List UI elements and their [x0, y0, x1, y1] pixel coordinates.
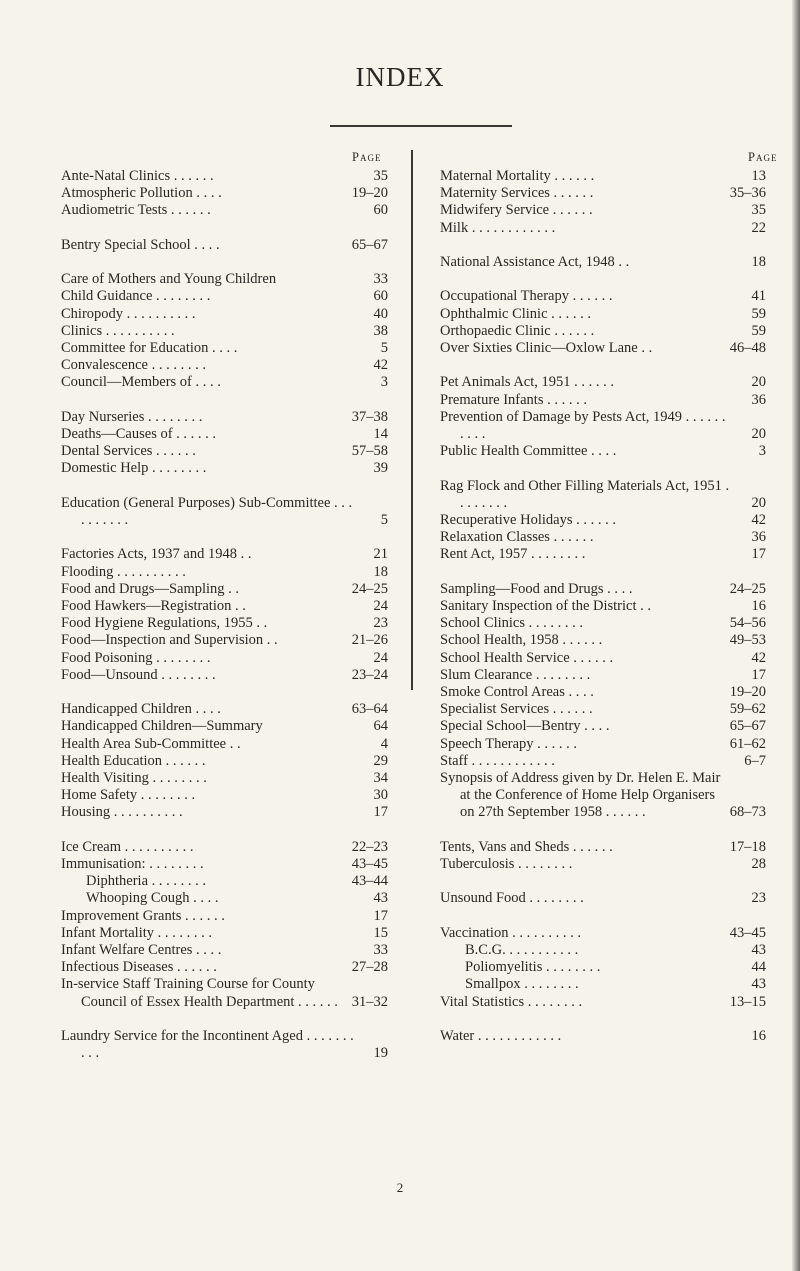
entry-title: Council—Members of . . . . — [61, 374, 221, 391]
entry-page: 20 — [751, 374, 766, 391]
entry-page: 20 — [751, 494, 766, 511]
entry-page: 33 — [373, 942, 388, 959]
entry-title: Unsound Food . . . . . . . . — [440, 890, 584, 907]
entry-page: 42 — [751, 649, 766, 666]
entry-page: 35 — [751, 202, 766, 219]
entry-title: School Health Service . . . . . . — [440, 649, 614, 666]
spacer — [440, 908, 766, 925]
entry-title: Smoke Control Areas . . . . — [440, 684, 594, 701]
index-entry — [61, 357, 388, 374]
entry-title: Sampling—Food and Drugs . . . . — [440, 580, 633, 597]
entry-title: Ice Cream . . . . . . . . . . — [61, 838, 194, 855]
index-entry — [61, 443, 388, 460]
entry-page: 18 — [373, 563, 388, 580]
entry-title: Handicapped Children—Summary — [61, 718, 263, 735]
index-entry — [61, 856, 388, 873]
index-entry — [440, 340, 766, 357]
entry-title: Synopsis of Address given by Dr. Helen E. Mair at the Conference of Home Help Organisers on 27th September 1958 . . . . . . — [440, 770, 721, 821]
entry-page: 30 — [373, 787, 388, 804]
index-entry — [61, 787, 388, 804]
index-entry — [440, 718, 766, 735]
entry-page: 39 — [373, 460, 388, 477]
entry-page: 14 — [373, 426, 388, 442]
entry-page: 24 — [373, 598, 388, 614]
page-edge-shadow — [792, 0, 800, 1271]
spacer — [440, 357, 766, 374]
entry-page: 44 — [751, 959, 766, 976]
entry-title: Immunisation: . . . . . . . . — [61, 856, 204, 873]
index-entry — [61, 340, 388, 357]
entry-title: Health Education . . . . . . — [61, 752, 206, 769]
entry-title: Committee for Education . . . . — [61, 340, 238, 356]
entry-title: Improvement Grants . . . . . . — [61, 907, 225, 924]
index-entry — [440, 443, 766, 460]
entry-title: Smallpox . . . . . . . . — [465, 976, 579, 993]
index-subentry — [61, 873, 388, 890]
entry-page: 43–45 — [729, 924, 766, 941]
index-entry — [440, 254, 766, 271]
entry-page: 5 — [380, 512, 388, 528]
index-entry — [61, 409, 388, 426]
index-entry — [440, 650, 766, 667]
page-title: INDEX — [355, 62, 445, 92]
entry-page: 17 — [373, 907, 388, 924]
title-rule — [330, 125, 512, 127]
index-entry — [61, 426, 388, 443]
index-entry — [440, 185, 766, 202]
entry-title: Over Sixties Clinic—Oxlow Lane . . — [440, 340, 653, 356]
entry-title: Staff . . . . . . . . . . . . — [440, 752, 555, 769]
entry-page: 33 — [373, 271, 388, 288]
entry-title: Infant Welfare Centres . . . . — [61, 942, 222, 959]
entry-page: 16 — [751, 598, 766, 614]
index-entry — [61, 546, 388, 563]
page-number: 2 — [396, 1180, 404, 1195]
entry-title: Prevention of Damage by Pests Act, 1949 . . . . . . . . . . — [440, 408, 726, 442]
entry-page: 34 — [373, 770, 388, 787]
entry-title: Pet Animals Act, 1951 . . . . . . — [440, 374, 614, 391]
entry-page: 20 — [751, 426, 766, 442]
entry-title: Special School—Bentry . . . . — [440, 718, 610, 735]
entry-page: 13 — [751, 168, 766, 184]
entry-title: Day Nurseries . . . . . . . . — [61, 408, 203, 425]
spacer — [440, 460, 766, 477]
entry-page: 61–62 — [729, 735, 766, 752]
entry-page: 23 — [373, 615, 388, 632]
entry-title: Vaccination . . . . . . . . . . — [440, 924, 581, 941]
entry-title: Specialist Services . . . . . . — [440, 701, 593, 718]
index-entry — [440, 202, 766, 219]
entry-title: B.C.G. . . . . . . . . . . — [465, 942, 579, 959]
entry-title: Health Visiting . . . . . . . . — [61, 770, 207, 787]
index-entry — [61, 718, 388, 735]
index-entry — [440, 512, 766, 529]
index-entry — [61, 598, 388, 615]
entry-title: Factories Acts, 1937 and 1948 . . — [61, 546, 252, 563]
entry-title: Vital Statistics . . . . . . . . — [440, 993, 583, 1010]
entry-page: 36 — [751, 529, 766, 546]
spacer — [440, 822, 766, 839]
entry-title: Infectious Diseases . . . . . . — [61, 959, 217, 976]
index-entry — [440, 409, 766, 443]
entry-title: Recuperative Holidays . . . . . . — [440, 512, 616, 528]
entry-page: 43–44 — [351, 873, 388, 890]
entry-page: 17 — [373, 804, 388, 821]
entry-page: 21 — [373, 546, 388, 563]
index-entry — [61, 753, 388, 770]
entry-page: 27–28 — [351, 959, 388, 976]
entry-title: Atmospheric Pollution . . . . — [61, 185, 222, 202]
entry-title: Public Health Committee . . . . — [440, 443, 617, 460]
entry-title: Food and Drugs—Sampling . . — [61, 580, 240, 597]
index-entry — [440, 323, 766, 340]
index-entry — [61, 495, 388, 529]
entry-title: Child Guidance . . . . . . . . — [61, 288, 211, 305]
entry-page: 43 — [373, 890, 388, 907]
index-entry — [440, 546, 766, 563]
entry-page: 19–20 — [729, 684, 766, 701]
index-column-left — [61, 168, 388, 1062]
index-entry — [440, 392, 766, 409]
index-entry — [440, 306, 766, 323]
entry-page: 59 — [751, 305, 766, 322]
entry-page: 41 — [751, 288, 766, 305]
entry-page: 68–73 — [729, 804, 766, 821]
index-entry — [61, 323, 388, 340]
entry-page: 17 — [751, 666, 766, 683]
index-entry — [61, 460, 388, 477]
entry-title: Orthopaedic Clinic . . . . . . — [440, 322, 595, 339]
index-entry — [440, 598, 766, 615]
index-entry — [440, 667, 766, 684]
entry-page: 42 — [751, 512, 766, 528]
index-entry — [61, 667, 388, 684]
entry-page: 57–58 — [351, 443, 388, 460]
index-subentry — [440, 976, 766, 993]
entry-page: 22 — [751, 219, 766, 236]
entry-page: 6–7 — [744, 752, 766, 769]
entry-page: 65–67 — [729, 718, 766, 735]
entry-page: 21–26 — [351, 632, 388, 649]
entry-title: Sanitary Inspection of the District . . — [440, 598, 652, 614]
entry-page: 28 — [751, 856, 766, 873]
entry-page: 5 — [380, 340, 388, 356]
index-column-right — [440, 168, 766, 1045]
index-entry — [61, 632, 388, 649]
index-subentry — [440, 942, 766, 959]
entry-page: 46–48 — [729, 340, 766, 356]
spacer — [440, 237, 766, 254]
index-entry — [440, 288, 766, 305]
entry-page: 54–56 — [729, 615, 766, 632]
index-entry — [61, 185, 388, 202]
index-entry — [440, 856, 766, 873]
spacer — [440, 271, 766, 288]
entry-title: Ophthalmic Clinic . . . . . . — [440, 305, 592, 322]
index-entry — [440, 374, 766, 391]
entry-page: 43 — [751, 942, 766, 959]
index-entry — [61, 306, 388, 323]
entry-page: 35–36 — [729, 185, 766, 202]
entry-page: 60 — [373, 202, 388, 219]
spacer — [61, 220, 388, 237]
index-entry — [61, 1028, 388, 1062]
entry-page: 43–45 — [351, 856, 388, 873]
entry-page: 4 — [380, 735, 388, 752]
index-entry — [61, 908, 388, 925]
index-entry — [61, 650, 388, 667]
entry-title: Poliomyelitis . . . . . . . . — [465, 959, 601, 976]
spacer — [61, 392, 388, 409]
entry-title: Flooding . . . . . . . . . . — [61, 563, 186, 580]
index-entry — [440, 581, 766, 598]
index-entry — [440, 890, 766, 907]
index-entry — [61, 839, 388, 856]
entry-title: Chiropody . . . . . . . . . . — [61, 305, 196, 322]
entry-title: In-service Staff Training Course for County Council of Essex Health Department . . . . . . — [61, 976, 338, 1010]
entry-title: Health Area Sub-Committee . . — [61, 735, 241, 752]
index-entry — [61, 581, 388, 598]
entry-page: 15 — [373, 924, 388, 941]
entry-page: 17 — [751, 546, 766, 563]
index-entry — [440, 736, 766, 753]
index-entry — [440, 839, 766, 856]
index-entry — [440, 632, 766, 649]
entry-title: Care of Mothers and Young Children — [61, 271, 277, 288]
spacer — [440, 873, 766, 890]
entry-page: 35 — [373, 168, 388, 184]
entry-page: 38 — [373, 322, 388, 339]
entry-page: 65–67 — [351, 236, 388, 253]
entry-title: Bentry Special School . . . . — [61, 236, 220, 253]
index-entry — [61, 564, 388, 581]
entry-title: Diphtheria . . . . . . . . — [86, 873, 207, 890]
index-entry — [61, 202, 388, 219]
entry-title: Laundry Service for the Incontinent Aged . . . . . . . . . . — [61, 1028, 354, 1062]
entry-title: Ante-Natal Clinics . . . . . . — [61, 168, 214, 184]
index-subentry — [61, 890, 388, 907]
index-entry — [61, 237, 388, 254]
entry-title: Maternity Services . . . . . . — [440, 185, 594, 202]
entry-page: 29 — [373, 752, 388, 769]
entry-page: 42 — [373, 357, 388, 374]
entry-page: 43 — [751, 976, 766, 993]
spacer — [61, 529, 388, 546]
entry-page: 60 — [373, 288, 388, 305]
entry-title: Slum Clearance . . . . . . . . — [440, 666, 591, 683]
spacer — [61, 822, 388, 839]
entry-page: 59–62 — [729, 701, 766, 718]
entry-title: Speech Therapy . . . . . . — [440, 735, 578, 752]
entry-page: 63–64 — [351, 701, 388, 718]
spacer — [61, 684, 388, 701]
entry-title: Relaxation Classes . . . . . . — [440, 529, 594, 546]
entry-page: 24–25 — [351, 580, 388, 597]
entry-title: Food Poisoning . . . . . . . . — [61, 649, 211, 666]
entry-title: Housing . . . . . . . . . . — [61, 804, 183, 821]
entry-page: 49–53 — [729, 632, 766, 649]
entry-title: Food—Inspection and Supervision . . — [61, 632, 278, 649]
entry-page: 16 — [751, 1028, 766, 1045]
entry-title: Domestic Help . . . . . . . . — [61, 460, 207, 477]
index-entry — [61, 976, 388, 1010]
entry-title: Education (General Purposes) Sub-Committee . . . . . . . . . . — [61, 494, 353, 528]
entry-page: 24 — [373, 649, 388, 666]
entry-title: Food—Unsound . . . . . . . . — [61, 666, 216, 683]
entry-title: Premature Infants . . . . . . — [440, 391, 587, 408]
index-entry — [61, 804, 388, 821]
index-entry — [61, 288, 388, 305]
index-entry — [440, 770, 766, 822]
index-entry — [61, 736, 388, 753]
index-entry — [440, 529, 766, 546]
entry-page: 23 — [751, 890, 766, 907]
index-entry — [61, 770, 388, 787]
entry-page: 37–38 — [351, 408, 388, 425]
index-entry — [440, 684, 766, 701]
entry-page: 36 — [751, 391, 766, 408]
entry-title: Rag Flock and Other Filling Materials Act, 1951 . . . . . . . . — [440, 477, 730, 511]
entry-title: School Health, 1958 . . . . . . — [440, 632, 603, 649]
left-page-header: Page — [352, 150, 382, 164]
index-entry — [440, 701, 766, 718]
index-entry — [61, 168, 388, 185]
entry-title: Midwifery Service . . . . . . — [440, 202, 593, 219]
index-entry — [440, 925, 766, 942]
index-entry — [440, 220, 766, 237]
spacer — [61, 254, 388, 271]
entry-page: 64 — [373, 718, 388, 735]
entry-title: Maternal Mortality . . . . . . — [440, 168, 595, 184]
index-entry — [440, 615, 766, 632]
index-entry — [440, 1028, 766, 1045]
entry-page: 40 — [373, 305, 388, 322]
index-entry — [440, 478, 766, 512]
entry-title: Infant Mortality . . . . . . . . — [61, 924, 213, 941]
index-entry — [61, 942, 388, 959]
entry-title: Tents, Vans and Sheds . . . . . . — [440, 838, 613, 855]
entry-page: 59 — [751, 322, 766, 339]
index-subentry — [440, 959, 766, 976]
entry-title: Food Hygiene Regulations, 1955 . . — [61, 615, 268, 632]
index-entry — [61, 271, 388, 288]
entry-title: National Assistance Act, 1948 . . — [440, 254, 630, 270]
entry-title: Convalescence . . . . . . . . — [61, 357, 206, 374]
entry-page: 22–23 — [351, 838, 388, 855]
spacer — [61, 1011, 388, 1028]
entry-page: 31–32 — [351, 993, 388, 1010]
spacer — [61, 478, 388, 495]
entry-title: Rent Act, 1957 . . . . . . . . — [440, 546, 586, 563]
entry-title: Home Safety . . . . . . . . — [61, 787, 196, 804]
entry-title: Water . . . . . . . . . . . . — [440, 1028, 562, 1045]
spacer — [440, 1011, 766, 1028]
entry-title: Dental Services . . . . . . — [61, 443, 196, 460]
entry-title: Deaths—Causes of . . . . . . — [61, 426, 217, 442]
entry-title: Milk . . . . . . . . . . . . — [440, 219, 556, 236]
index-entry — [440, 753, 766, 770]
entry-title: Audiometric Tests . . . . . . — [61, 202, 211, 219]
entry-title: Food Hawkers—Registration . . — [61, 598, 246, 614]
entry-page: 17–18 — [729, 838, 766, 855]
index-entry — [61, 374, 388, 391]
entry-page: 3 — [380, 374, 388, 391]
entry-page: 23–24 — [351, 666, 388, 683]
index-entry — [440, 994, 766, 1011]
entry-title: Clinics . . . . . . . . . . — [61, 322, 175, 339]
index-entry — [61, 615, 388, 632]
entry-title: Whooping Cough . . . . — [86, 890, 219, 907]
column-divider — [411, 150, 413, 690]
right-page-header: Page — [748, 150, 778, 164]
index-entry — [61, 701, 388, 718]
index-entry — [61, 925, 388, 942]
entry-page: 24–25 — [729, 580, 766, 597]
index-entry — [61, 959, 388, 976]
entry-title: Tuberculosis . . . . . . . . — [440, 856, 573, 873]
entry-page: 19 — [373, 1045, 388, 1062]
entry-title: Occupational Therapy . . . . . . — [440, 288, 613, 305]
entry-page: 18 — [751, 254, 766, 270]
entry-title: Handicapped Children . . . . — [61, 701, 221, 718]
entry-page: 13–15 — [729, 993, 766, 1010]
spacer — [440, 564, 766, 581]
entry-page: 19–20 — [351, 185, 388, 202]
index-entry — [440, 168, 766, 185]
entry-title: School Clinics . . . . . . . . — [440, 615, 583, 632]
entry-page: 3 — [758, 443, 766, 460]
